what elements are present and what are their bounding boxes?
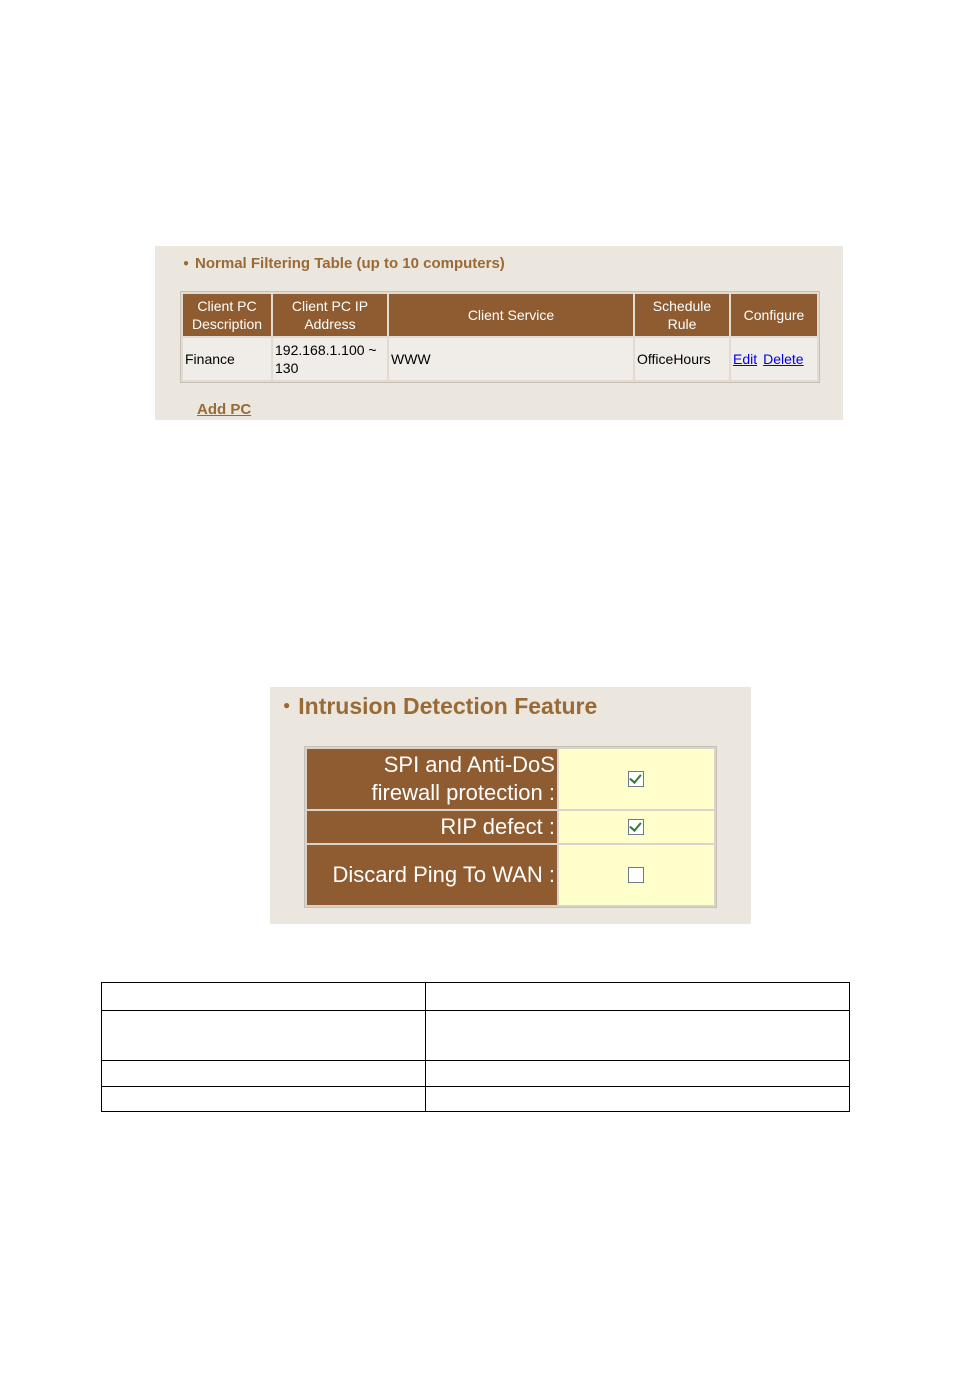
intrusion-detection-panel bbox=[270, 687, 751, 924]
cell-schedule: OfficeHours bbox=[635, 338, 729, 380]
cell-service: WWW bbox=[389, 338, 633, 380]
rip-defect-cell bbox=[559, 811, 714, 843]
table-row bbox=[102, 1086, 850, 1111]
table-header-row bbox=[183, 294, 817, 336]
setting-row-ping bbox=[307, 845, 714, 905]
spi-antidos-label: SPI and Anti-DoS firewall protection : bbox=[307, 749, 557, 809]
table-row bbox=[102, 983, 850, 1011]
add-pc-link[interactable]: Add PC bbox=[197, 401, 252, 418]
col-configure: Configure bbox=[731, 294, 817, 336]
intrusion-detection-title-text: Intrusion Detection Feature bbox=[298, 693, 598, 719]
spi-antidos-cell bbox=[559, 749, 714, 809]
normal-filtering-title bbox=[183, 255, 505, 272]
document-table bbox=[101, 982, 850, 1112]
table-cell bbox=[426, 983, 850, 1011]
normal-filtering-table bbox=[180, 291, 820, 383]
intrusion-detection-table bbox=[304, 746, 717, 908]
bullet-icon: ● bbox=[283, 698, 291, 712]
table-row bbox=[183, 338, 817, 380]
col-client-pc-ip: Client PC IP Address bbox=[273, 294, 387, 336]
intrusion-detection-title bbox=[283, 693, 597, 720]
normal-filtering-panel bbox=[155, 246, 843, 420]
table-cell bbox=[102, 983, 426, 1011]
table-cell bbox=[102, 1086, 426, 1111]
rip-defect-checkbox[interactable] bbox=[628, 819, 644, 835]
discard-ping-checkbox[interactable] bbox=[628, 867, 644, 883]
col-client-service: Client Service bbox=[389, 294, 633, 336]
setting-row-spi bbox=[307, 749, 714, 809]
setting-row-rip bbox=[307, 811, 714, 843]
delete-link[interactable]: Delete bbox=[763, 351, 804, 367]
rip-defect-label: RIP defect : bbox=[307, 811, 557, 843]
spi-antidos-checkbox[interactable] bbox=[628, 771, 644, 787]
col-schedule-rule: Schedule Rule bbox=[635, 294, 729, 336]
col-client-pc-description: Client PC Description bbox=[183, 294, 271, 336]
discard-ping-label: Discard Ping To WAN : bbox=[307, 845, 557, 905]
table-row bbox=[102, 1011, 850, 1061]
bullet-icon: ● bbox=[183, 258, 190, 269]
edit-link[interactable]: Edit bbox=[733, 351, 758, 367]
table-cell bbox=[102, 1011, 426, 1061]
cell-ip: 192.168.1.100 ~ 130 bbox=[273, 338, 387, 380]
table-cell bbox=[102, 1061, 426, 1086]
table-cell bbox=[426, 1011, 850, 1061]
discard-ping-cell bbox=[559, 845, 714, 905]
table-cell bbox=[426, 1061, 850, 1086]
cell-configure bbox=[731, 338, 817, 380]
cell-description: Finance bbox=[183, 338, 271, 380]
table-cell bbox=[426, 1086, 850, 1111]
table-row bbox=[102, 1061, 850, 1086]
normal-filtering-title-text: Normal Filtering Table (up to 10 computers) bbox=[195, 255, 505, 272]
